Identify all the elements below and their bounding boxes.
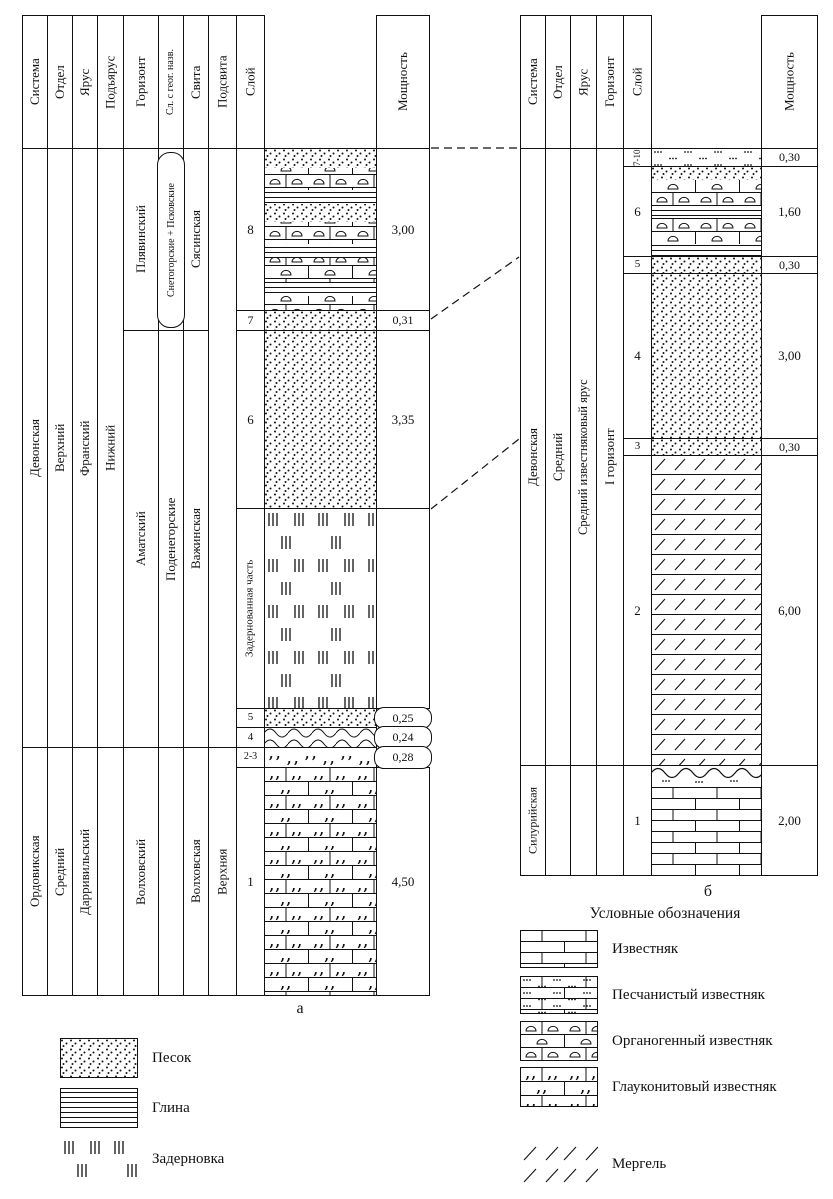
header-a-podsvita: Подсвита <box>208 15 237 149</box>
lith-b-layer7-10-sandy-limestone <box>651 148 762 167</box>
layer-num-b-7-10: 7-10 <box>623 148 652 167</box>
layer-num-a-5: 5 <box>236 708 265 728</box>
lith-a-layer7-sand <box>264 310 377 331</box>
cell-a-podsvita-empty <box>208 148 237 748</box>
header-b-sloy: Слой <box>623 15 652 149</box>
layer-num-a-2-3: 2-3 <box>236 747 265 768</box>
thickness-b-layer3: 0,30 <box>761 438 818 456</box>
cell-b-gorizont-empty <box>596 765 624 876</box>
legend-swatch-sand <box>60 1038 138 1078</box>
layer-num-b-3: 3 <box>623 438 652 456</box>
thickness-b-layer4: 3,00 <box>761 273 818 439</box>
thickness-a-layer2-3: 0,28 <box>374 746 432 769</box>
lith-a-zaderno <box>264 508 377 709</box>
cell-b-yarus-empty <box>570 765 597 876</box>
cell-b-otdel-middle: Средний <box>545 148 571 766</box>
layer-num-a-7: 7 <box>236 310 265 331</box>
cell-a-podyarus-empty <box>97 747 124 996</box>
column-a-label: а <box>296 1000 304 1017</box>
cell-a-slgeog-empty <box>158 747 184 996</box>
lith-b-layer6-interbedded <box>651 166 762 257</box>
lith-a-layer2-3-glauconite-sand <box>264 747 377 768</box>
thickness-b-layer7-10: 0,30 <box>761 148 818 167</box>
header-b-gorizont: Горизонт <box>596 15 624 149</box>
header-a-yarus: Ярус <box>72 15 98 149</box>
legend-label-sand: Песок <box>152 1049 192 1066</box>
lith-b-layer2-marl <box>651 455 762 766</box>
layer-num-b-1: 1 <box>623 765 652 876</box>
thickness-a-layer5: 0,25 <box>374 707 432 729</box>
cell-a-podsvita-verkhnyaya: Верхняя <box>208 747 237 996</box>
thickness-b-layer2: 6,00 <box>761 455 818 766</box>
thickness-a-layer8: 3,00 <box>376 148 430 311</box>
legend-label-limestone: Известняк <box>612 940 679 957</box>
label-snetogorsk-pskov: Снетогорские + Псковские <box>165 182 177 298</box>
header-a-svita: Свита <box>183 15 209 149</box>
legend-label-clay: Глина <box>152 1099 190 1116</box>
cell-a-zaderno-label: Задернованная часть <box>236 508 265 709</box>
lith-a-layer1-glauconite-limestone <box>264 767 377 996</box>
legend-label-organo-limestone: Органогенный известняк <box>612 1032 773 1049</box>
thickness-b-layer1: 2,00 <box>761 765 818 876</box>
column-b-label: б <box>703 883 713 900</box>
cell-a-podyarus-lower: Нижний <box>97 148 124 748</box>
layer-num-b-4: 4 <box>623 273 652 439</box>
cell-b-otdel-empty <box>545 765 571 876</box>
header-a-gorizont: Горизонт <box>123 15 159 149</box>
header-a-sistema: Система <box>22 15 48 149</box>
thickness-a-zaderno-empty <box>376 508 430 709</box>
lith-a-layer5-sand <box>264 708 377 728</box>
legend-swatch-organo-limestone <box>520 1021 598 1061</box>
cell-a-svita-vazhinskaya: Важинская <box>183 330 209 748</box>
legend-swatch-zaderno <box>60 1136 138 1182</box>
cell-a-svita-volkhovskaya: Волховская <box>183 747 209 996</box>
legend-label-glauconite-limestone: Глауконитовый известняк <box>612 1078 777 1095</box>
cell-a-yarus-frasnian: Франский <box>72 148 98 748</box>
thickness-a-layer6: 3,35 <box>376 330 430 509</box>
layer-num-b-6: 6 <box>623 166 652 257</box>
lith-a-layer8-interbedded <box>264 148 377 311</box>
cell-b-sistema-silurian: Силурийская <box>520 765 546 876</box>
cell-a-gorizont-amatsky: Аматский <box>123 330 159 748</box>
header-b-yarus: Ярус <box>570 15 597 149</box>
legend-label-zaderno: Задерновка <box>152 1150 225 1167</box>
cell-a-slgeog-podenegorsk: Поденегорские <box>158 330 184 748</box>
cell-a-sistema-ordovician: Ордовикская <box>22 747 48 996</box>
header-b-sistema: Система <box>520 15 546 149</box>
lith-b-layer3-sand <box>651 438 762 456</box>
legend-swatch-clay <box>60 1088 138 1128</box>
header-a-moshchnost: Мощность <box>376 15 430 149</box>
lith-a-layer6-sand <box>264 330 377 509</box>
legend-label-sandy-limestone: Песчанистый известняк <box>612 986 765 1003</box>
lith-b-layer1-limestone-unconformity <box>651 765 762 876</box>
header-b-moshchnost: Мощность <box>761 15 818 149</box>
cell-a-gorizont-volkhovsky: Волховский <box>123 747 159 996</box>
header-b-otdel: Отдел <box>545 15 571 149</box>
header-a-podyarus: Подъярус <box>97 15 124 149</box>
callout-snetogorsk-pskov <box>157 152 185 328</box>
layer-num-b-5: 5 <box>623 256 652 274</box>
lith-b-layer4-sand <box>651 273 762 439</box>
legend-title: Условные обозначения <box>589 905 741 922</box>
cell-a-gorizont-plyavinsky: Плявинский <box>123 148 159 331</box>
legend-swatch-marl <box>520 1143 598 1185</box>
cell-a-otdel-upper: Верхний <box>47 148 73 748</box>
layer-num-a-6: 6 <box>236 330 265 509</box>
legend-swatch-glauconite-limestone <box>520 1067 598 1107</box>
thickness-b-layer6: 1,60 <box>761 166 818 257</box>
cell-b-gorizont-1: I горизонт <box>596 148 624 766</box>
thickness-b-layer5: 0,30 <box>761 256 818 274</box>
cell-a-svita-syasinskaya: Сясинская <box>183 148 209 331</box>
lith-b-layer5-sand <box>651 256 762 274</box>
header-a-sl-geog: Сл. с геог. назв. <box>158 15 184 149</box>
thickness-a-layer1: 4,50 <box>376 767 430 996</box>
layer-num-a-4: 4 <box>236 727 265 748</box>
cell-a-sistema-devonian: Девонская <box>22 148 48 748</box>
header-a-sloy: Слой <box>236 15 265 149</box>
legend-swatch-sandy-limestone <box>520 976 598 1014</box>
thickness-a-layer7: 0,31 <box>376 310 430 331</box>
layer-num-a-8: 8 <box>236 148 265 311</box>
cell-b-yarus-middle-limestone: Средний известняковый ярус <box>570 148 597 766</box>
cell-a-yarus-darriwilian: Дарривильский <box>72 747 98 996</box>
legend-label-marl: Мергель <box>612 1155 667 1172</box>
layer-num-b-2: 2 <box>623 455 652 766</box>
thickness-a-layer4: 0,24 <box>374 726 432 749</box>
layer-num-a-1: 1 <box>236 767 265 996</box>
lith-a-layer4-wavy <box>264 727 377 748</box>
legend-swatch-limestone <box>520 930 598 968</box>
cell-a-otdel-middle: Средний <box>47 747 73 996</box>
cell-b-sistema-devonian: Девонская <box>520 148 546 766</box>
header-a-otdel: Отдел <box>47 15 73 149</box>
